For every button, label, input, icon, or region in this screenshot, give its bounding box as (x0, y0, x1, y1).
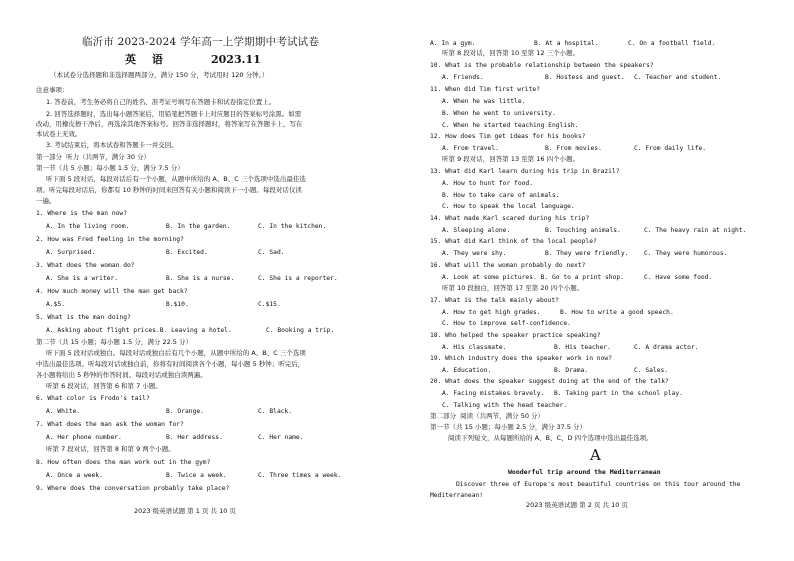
q1-option-b: B. In the garden. (166, 223, 231, 230)
q7-option-a: A. Her phone number. (46, 434, 122, 441)
q12-option-b: B. From movies. (545, 145, 602, 152)
notice-3: 3. 考试结束后，将本试卷和答题卡一并交回。 (46, 141, 178, 149)
q11-option-b: B. When he went to university. (442, 110, 556, 117)
exam-subject: 英 语 (125, 53, 169, 66)
q14-option-c: C. The heavy rain at night. (644, 227, 747, 234)
q17-option-b: B. How to write a good speech. (560, 309, 674, 316)
q4-option-a: A.$5. (46, 301, 65, 308)
passage-title: Wonderful trip around the Mediterranean (508, 468, 661, 476)
q7-option-b: B. Her address. (166, 434, 223, 441)
q15-option-c: C. They were humorous. (644, 250, 728, 257)
section1-heading: 第一节（共 5 小题；每小题 1.5 分，满分 7.5 分） (36, 164, 184, 172)
question-8: 8. How often does the man work out in the gym? (36, 459, 211, 466)
question-20: 20. What does the speaker suggest doing at the end of the talk? (430, 378, 669, 385)
q13-option-c: C. How to speak the local language. (442, 203, 575, 210)
passage-line-2: Mediterranean! (430, 492, 484, 499)
passage-letter: A (590, 446, 601, 464)
question-19: 19. Which industry does the speaker work in now? (430, 355, 612, 362)
question-11: 11. When did Tim first write? (430, 86, 540, 93)
question-1: 1. Where is the man now? (36, 210, 127, 217)
q3-option-c: C. She is a reporter. (258, 275, 338, 282)
q10-option-b: B. Hostess and guest. (545, 74, 625, 81)
q6-option-b: B. Orange. (166, 408, 204, 415)
dialogue-7-note: 听第 7 段对话，回答第 8 和第 9 两个小题。 (46, 445, 175, 453)
q14-option-b: B. Touching animals. (545, 227, 621, 234)
q12-option-a: A. From travel. (442, 145, 499, 152)
q10-option-a: A. Friends. (442, 74, 484, 81)
q19-option-b: B. Drama. (554, 367, 589, 374)
section1-instruction-c: 一遍。 (36, 197, 56, 205)
right-page (430, 0, 770, 561)
q6-option-a: A. White. (46, 408, 81, 415)
q20-option-a: A. Facing mistakes bravely. (442, 390, 545, 397)
question-15: 15. What did Karl think of the local people? (430, 238, 597, 245)
left-page (36, 0, 382, 561)
q2-option-a: A. Surprised. (46, 249, 96, 256)
question-3: 3. What does the woman do? (36, 262, 135, 269)
section2-instruction-a: 听下面 5 段对话或独白。每段对话或独白后有几个小题，从题中所给的 A、B、C 三个选项 (46, 349, 306, 357)
q19-option-c: C. Sales. (634, 367, 669, 374)
q8-option-c: C. Three times a week. (258, 472, 342, 479)
page-footer-1: 2023 级英语试题 第 1 页 共 10 页 (134, 507, 236, 515)
q13-option-b: B. How to take care of animals. (442, 192, 560, 199)
q5-option-c: C. Booking a trip. (266, 327, 335, 334)
dialogue-6-note: 听第 6 段对话，回答第 6 和第 7 小题。 (46, 382, 162, 390)
passage-line-1: Discover three of Europe's most beautiful countries on this tour around the (456, 481, 741, 488)
section3-instruction: 阅读下列短文，从每题所给的 A、B、C、D 四个选项中选出最佳选项。 (448, 434, 653, 442)
q2-option-b: B. Excited. (166, 249, 208, 256)
q9-option-c: C. On a football field. (628, 40, 716, 47)
section3-heading: 第一节（共 15 小题；每小题 2.5 分，满分 37.5 分） (430, 423, 586, 431)
q3-option-b: B. She is a nurse. (166, 275, 235, 282)
dialogue-8-note: 听第 8 段对话，回答第 10 至第 12 三个小题。 (442, 49, 580, 57)
question-17: 17. What is the talk mainly about? (430, 297, 559, 304)
section2-heading: 第二节（共 15 小题；每小题 1.5 分，满分 22.5 分） (36, 338, 192, 346)
q20-option-c: C. Talking with the head teacher. (442, 402, 568, 409)
dialogue-9-note: 听第 9 段对话，回答第 13 至第 16 四个小题。 (442, 155, 580, 163)
q1-option-c: C. In the kitchen. (258, 223, 327, 230)
question-12: 12. How does Tim get ideas for his books? (430, 133, 586, 140)
section1-instruction-b: 项。听完每段对话后，你都有 10 秒钟的时间来回答有关小题和阅读下一小题。每段对话仅读 (36, 186, 302, 194)
exam-title: 临沂市 2023-2024 学年高一上学期期中考试试卷 (82, 36, 320, 48)
q17-option-a: A. How to get high grades. (442, 309, 541, 316)
q7-option-c: C. Her name. (258, 434, 304, 441)
notice-heading: 注意事项： (36, 86, 69, 94)
question-16: 16. What will the woman probably do next? (430, 262, 586, 269)
q17-option-c: C. How to improve self-confidence. (442, 320, 571, 327)
q15-option-b: B. They were friendly. (545, 250, 629, 257)
part1-heading: 第一部分 听力（共两节，满分 30 分） (36, 153, 151, 161)
q4-option-b: B.$10. (166, 301, 189, 308)
q14-option-a: A. Sleeping alone. (442, 227, 511, 234)
notice-2c: 本试卷上无效。 (36, 130, 82, 138)
monologue-10-note: 听第 10 段独白，回答第 17 至第 20 四个小题。 (442, 284, 584, 292)
q19-option-a: A. Education. (442, 367, 492, 374)
q4-option-c: C.$15. (258, 301, 281, 308)
question-7: 7. What does the man ask the woman for? (36, 421, 184, 428)
section2-instruction-c: 各小题将给出 5 秒钟的作答时间。每段对话或独白读两遍。 (36, 371, 207, 379)
notice-2b: 改动，用橡皮擦干净后，再选涂其他答案标号。回答非选择题时，将答案写在答题卡上，写在 (36, 120, 303, 128)
question-5: 5. What is the man doing? (36, 314, 131, 321)
notice-1: 1. 答卷前，考生务必将自己的姓名、准考证号填写在答题卡和试卷指定位置上。 (46, 98, 276, 106)
question-9: 9. Where does the conversation probably take place? (36, 485, 230, 492)
question-2: 2. How was Fred feeling in the morning? (36, 236, 184, 243)
q5-options-ab: A. Asking about flight prices.B. Leaving a hotel. (46, 327, 232, 334)
q13-option-a: A. How to hunt for food. (442, 180, 533, 187)
q11-option-a: A. When he was little. (442, 98, 526, 105)
question-14: 14. What made Karl scared during his trip? (430, 215, 590, 222)
q18-option-c: C. A drama actor. (634, 344, 699, 351)
question-4: 4. How much money will the man get back? (36, 288, 188, 295)
q3-option-a: A. She is a writer. (46, 275, 119, 282)
q18-option-a: A. His classmate. (442, 344, 507, 351)
question-10: 10. What is the probable relationship between the speakers? (430, 62, 654, 69)
q16-options-ab: A. Look at some pictures. B. Go to a print shop. (442, 274, 624, 281)
q11-option-c: C. When he started teaching English. (442, 122, 579, 129)
q10-option-c: C. Teacher and student. (634, 74, 722, 81)
q6-option-c: C. Black. (258, 408, 293, 415)
q1-option-a: A. In the living room. (46, 223, 130, 230)
exam-note: （本试卷分选择题和非选择题两部分，满分 150 分，考试用时 120 分钟。） (50, 71, 269, 79)
question-13: 13. What did Karl learn during his trip in Brazil? (430, 168, 620, 175)
q16-option-c: C. Have some food. (644, 274, 713, 281)
q9-option-a: A. In a gym. (430, 40, 476, 47)
q8-option-a: A. Once a week. (46, 472, 103, 479)
notice-2a: 2. 回答选择题时，选出每小题答案后，用铅笔把答题卡上对应题目的答案标号涂黑。如需 (46, 110, 302, 118)
q20-option-b: B. Taking part in the school play. (554, 390, 683, 397)
question-18: 18. Who helped the speaker practice speaking? (430, 332, 601, 339)
q15-option-a: A. They were shy. (442, 250, 507, 257)
q8-option-b: B. Twice a week. (166, 472, 227, 479)
exam-date: 2023.11 (211, 53, 261, 66)
q12-option-c: C. From daily life. (634, 145, 707, 152)
section2-instruction-b: 中选出最佳选项。听每段对话或独白前，你将有时间阅读各个小题，每小题 5 秒钟；听完后， (36, 360, 305, 368)
q18-option-b: B. His teacher. (554, 344, 611, 351)
section1-instruction-a: 听下面 5 段对话，每段对话后有一个小题，从题中所给的 A、B、C 三个选项中选出最佳选 (46, 175, 306, 183)
q2-option-c: C. Sad. (258, 249, 285, 256)
question-6: 6. What color is Frodo's tail? (36, 395, 150, 402)
page-footer-2: 2023 级英语试题 第 2 页 共 10 页 (526, 501, 628, 509)
q9-option-b: B. At a hospital. (534, 40, 599, 47)
part2-heading: 第二部分 阅读（共两节，满分 50 分） (430, 412, 545, 420)
